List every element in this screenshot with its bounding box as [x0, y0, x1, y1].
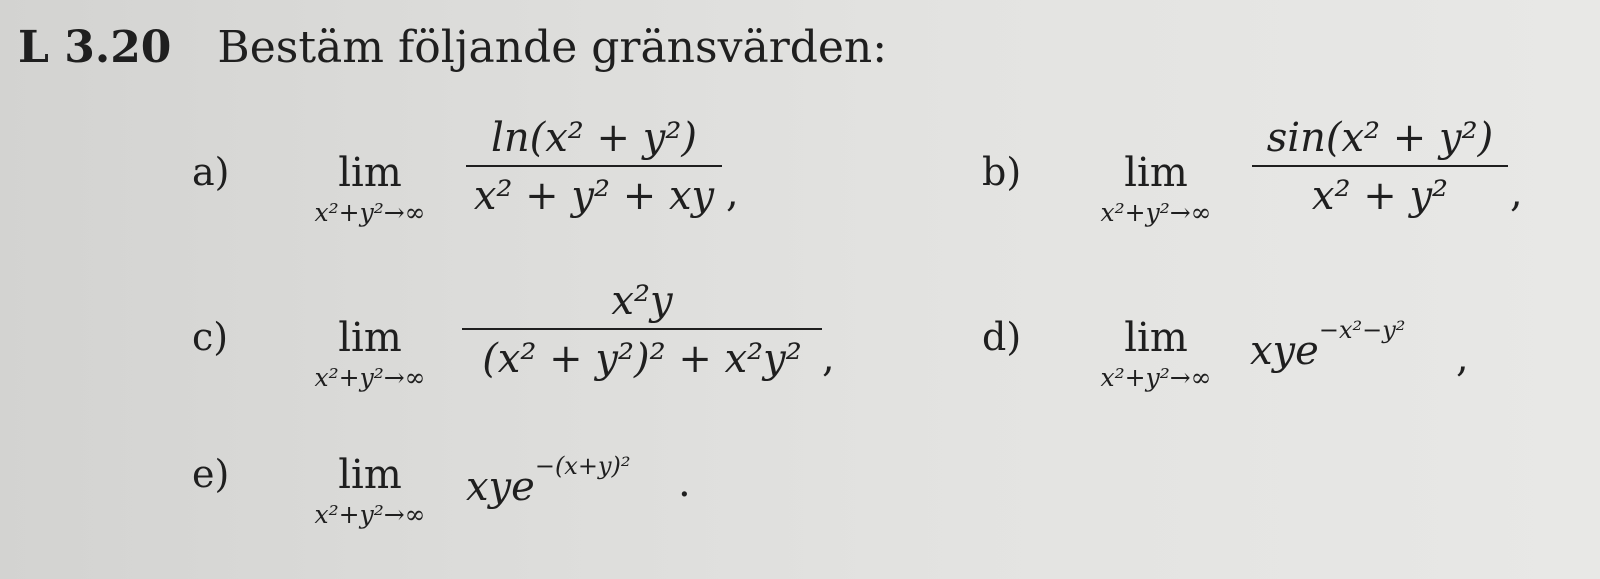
item-b-limit [1066, 150, 1246, 227]
item-c-limit [280, 315, 460, 392]
item-a-label: a) [192, 150, 230, 194]
limit-word: lim [1124, 315, 1188, 361]
item-e-punct: . [678, 460, 691, 506]
item-d-limit [1066, 315, 1246, 392]
item-a-denominator: x² + y² + xy [473, 173, 715, 219]
item-c-fraction [462, 278, 822, 382]
item-b-fraction [1252, 115, 1508, 219]
item-c-label: c) [192, 315, 229, 359]
exercise-number: L 3.20 [18, 22, 172, 73]
limit-subscript: x²+y²→∞ [1100, 198, 1212, 227]
limit-subscript: x²+y²→∞ [314, 363, 426, 392]
item-e-base: xye [466, 464, 535, 510]
item-e-expression [466, 452, 631, 510]
fraction-bar [462, 328, 822, 330]
limit-word: lim [338, 150, 402, 196]
item-d-punct: , [1456, 335, 1469, 381]
limit-word: lim [1124, 150, 1188, 196]
item-d-base: xye [1250, 328, 1319, 374]
item-b-numerator: sin(x² + y²) [1266, 115, 1494, 161]
item-c-punct: , [822, 335, 835, 381]
exercise-instruction: Bestäm följande gränsvärden: [217, 22, 888, 73]
limit-word: lim [338, 315, 402, 361]
item-a-fraction [466, 115, 722, 219]
item-a-numerator: ln(x² + y²) [491, 115, 697, 161]
item-a-punct: , [726, 170, 739, 216]
limit-subscript: x²+y²→∞ [314, 198, 426, 227]
item-b-denominator: x² + y² [1311, 173, 1449, 219]
limit-subscript: x²+y²→∞ [314, 500, 426, 529]
item-c-denominator: (x² + y²)² + x²y² [482, 336, 802, 382]
item-c-numerator: x²y [611, 278, 673, 324]
item-d-expression [1250, 316, 1405, 374]
fraction-bar [1252, 165, 1508, 167]
limit-word: lim [338, 452, 402, 498]
exercise-heading [18, 22, 887, 73]
limit-subscript: x²+y²→∞ [1100, 363, 1212, 392]
item-d-exponent: −x²−y² [1318, 316, 1406, 344]
item-e-label: e) [192, 452, 230, 496]
fraction-bar [466, 165, 722, 167]
item-b-label: b) [982, 150, 1022, 194]
item-a-limit [280, 150, 460, 227]
item-e-exponent: −(x+y)² [534, 452, 631, 480]
item-e-limit [280, 452, 460, 529]
item-b-punct: , [1510, 170, 1523, 216]
item-d-label: d) [982, 315, 1022, 359]
